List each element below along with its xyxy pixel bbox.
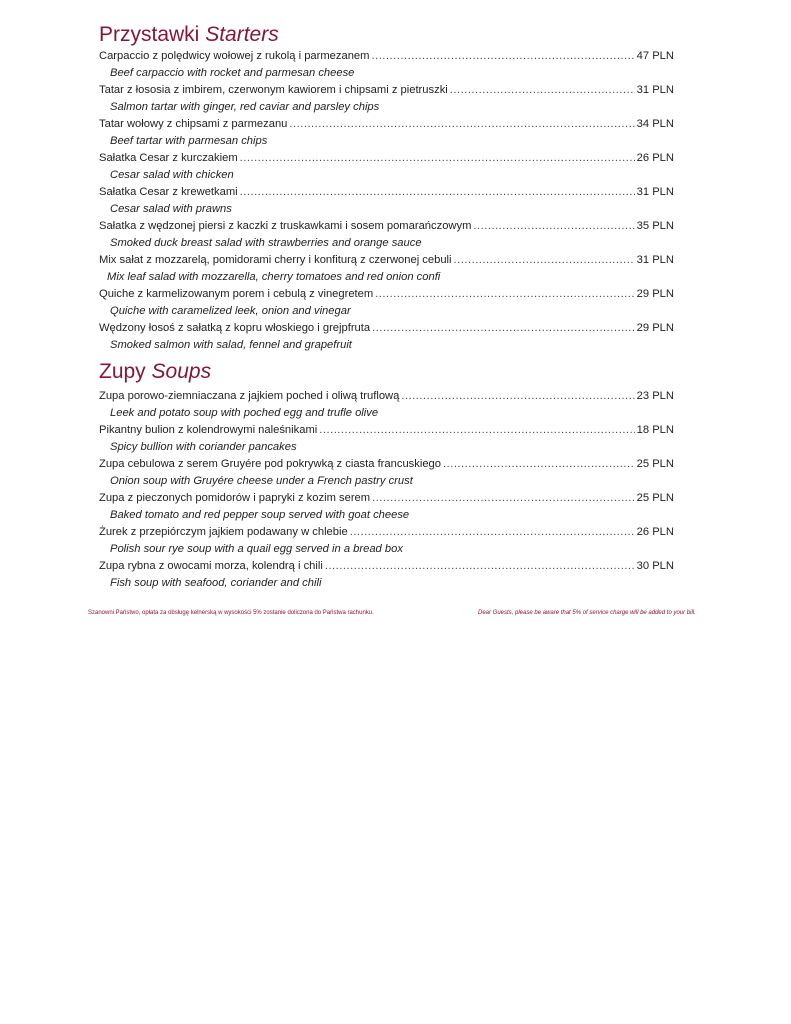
dish-name-en: Spicy bullion with coriander pancakes: [110, 441, 297, 453]
menu-item-row: [99, 558, 674, 575]
menu-item-row: [99, 218, 674, 235]
dish-name-pl: Zupa cebulowa z serem Gruyére pod pokrywką z ciasta francuskiego: [99, 458, 441, 470]
soups-list: [99, 388, 674, 592]
dish-name-en: Cesar salad with chicken: [110, 169, 234, 181]
menu-item-row: [99, 150, 674, 167]
dish-name-en: Beef tartar with parmesan chips: [110, 135, 268, 147]
dot-leader: [319, 422, 634, 439]
menu-item: [99, 150, 674, 184]
menu-item: [99, 490, 674, 524]
dish-name-en: Smoked duck breast salad with strawberries and orange sauce: [110, 237, 422, 249]
menu-item-row: [99, 48, 674, 65]
menu-item-row: [99, 252, 674, 269]
menu-item-row: [99, 116, 674, 133]
dot-leader: [443, 456, 635, 473]
dot-leader: [401, 388, 634, 405]
soups-title-en: Soups: [151, 360, 212, 383]
dish-name-en: Beef carpaccio with rocket and parmesan cheese: [110, 67, 355, 79]
dot-leader: [450, 82, 635, 99]
dish-price: 25 PLN: [636, 458, 674, 470]
dish-name-en: Polish sour rye soup with a quail egg served in a bread box: [110, 543, 403, 555]
dot-leader: [372, 490, 635, 507]
menu-item: [99, 456, 674, 490]
menu-item: [99, 388, 674, 422]
dish-price: 23 PLN: [636, 390, 674, 402]
menu-item-row: [99, 184, 674, 201]
dish-name-en: Smoked salmon with salad, fennel and grapefruit: [110, 339, 352, 351]
dish-price: 31 PLN: [636, 84, 674, 96]
service-charge-note-pl: Szanowni Państwo, opłata za obsługę kelnerską w wysokości 5% zostanie doliczona do Państwa rachunku.: [88, 610, 374, 616]
menu-item: [99, 218, 674, 252]
dish-name-pl: Wędzony łosoś z sałatką z kopru włoskiego i grejpfruta: [99, 322, 371, 334]
dish-name-pl: Sałatka z wędzonej piersi z kaczki z truskawkami i sosem pomarańczowym: [99, 220, 472, 232]
dish-price: 25 PLN: [636, 492, 674, 504]
dish-price: 30 PLN: [636, 560, 674, 572]
dot-leader: [325, 558, 635, 575]
dish-price: 26 PLN: [636, 526, 674, 538]
dish-price: 34 PLN: [636, 118, 674, 130]
dish-name-en: Onion soup with Gruyére cheese under a French pastry crust: [110, 475, 413, 487]
dish-price: 35 PLN: [636, 220, 674, 232]
menu-item: [99, 82, 674, 116]
dot-leader: [289, 116, 634, 133]
menu-item: [99, 116, 674, 150]
dish-price: 26 PLN: [636, 152, 674, 164]
menu-item-row: [99, 524, 674, 541]
dish-name-pl: Quiche z karmelizowanym porem i cebulą z vinegretem: [99, 288, 374, 300]
dot-leader: [372, 320, 635, 337]
dot-leader: [240, 150, 635, 167]
dish-name-pl: Tatar z łososia z imbirem, czerwonym kawiorem i chipsami z pietruszki: [99, 84, 448, 96]
menu-item-row: [99, 388, 674, 405]
dish-name-pl: Carpaccio z polędwicy wołowej z rukolą i parmezanem: [99, 50, 370, 62]
dish-name-pl: Zupa rybna z owocami morza, kolendrą i chili: [99, 560, 323, 572]
menu-item-row: [99, 490, 674, 507]
starters-list: [99, 48, 674, 354]
menu-item-row: [99, 286, 674, 303]
dish-name-pl: Sałatka Cesar z krewetkami: [99, 186, 238, 198]
dish-name-en: Mix leaf salad with mozzarella, cherry tomatoes and red onion confi: [107, 271, 441, 283]
dot-leader: [375, 286, 634, 303]
menu-item: [99, 48, 674, 82]
dot-leader: [240, 184, 635, 201]
dish-price: 29 PLN: [636, 288, 674, 300]
menu-item-row: [99, 422, 674, 439]
dish-name-en: Quiche with caramelized leek, onion and vinegar: [110, 305, 351, 317]
dot-leader: [454, 252, 635, 269]
dish-price: 29 PLN: [636, 322, 674, 334]
starters-heading: [99, 22, 674, 48]
menu-content: [99, 22, 674, 592]
dish-name-en: Cesar salad with prawns: [110, 203, 232, 215]
menu-item-row: [99, 456, 674, 473]
dish-name-en: Fish soup with seafood, coriander and chili: [110, 577, 322, 589]
service-charge-note-en: Dear Guests, please be aware that 5% of service charge will be added to your bill.: [478, 610, 696, 616]
menu-item: [99, 524, 674, 558]
dish-name-pl: Tatar wołowy z chipsami z parmezanu: [99, 118, 288, 130]
menu-item: [99, 252, 674, 286]
dish-price: 31 PLN: [636, 186, 674, 198]
dot-leader: [371, 48, 634, 65]
dish-name-pl: Sałatka Cesar z kurczakiem: [99, 152, 238, 164]
dish-name-pl: Zupa z pieczonych pomidorów i papryki z kozim serem: [99, 492, 371, 504]
dish-name-pl: Zupa porowo-ziemniaczana z jajkiem poched i oliwą truflową: [99, 390, 400, 402]
dot-leader: [350, 524, 635, 541]
dish-name-en: Baked tomato and red pepper soup served with goat cheese: [110, 509, 410, 521]
menu-item-row: [99, 320, 674, 337]
dish-name-pl: Żurek z przepiórczym jajkiem podawany w chlebie: [99, 526, 348, 538]
menu-item: [99, 320, 674, 354]
dish-name-en: Leek and potato soup with poched egg and trufle olive: [110, 407, 379, 419]
soups-heading: [99, 359, 674, 385]
starters-title-en: Starters: [205, 23, 279, 46]
dish-name-en: Salmon tartar with ginger, red caviar and parsley chips: [110, 101, 380, 113]
menu-item: [99, 558, 674, 592]
soups-title-pl: Zupy: [99, 360, 146, 383]
dish-price: 31 PLN: [636, 254, 674, 266]
dish-name-pl: Mix sałat z mozzarelą, pomidorami cherry i konfiturą z czerwonej cebuli: [99, 254, 452, 266]
dot-leader: [473, 218, 634, 235]
menu-item-row: [99, 82, 674, 99]
dish-price: 47 PLN: [636, 50, 674, 62]
dish-price: 18 PLN: [636, 424, 674, 436]
menu-item: [99, 286, 674, 320]
menu-item: [99, 184, 674, 218]
menu-item: [99, 422, 674, 456]
starters-title-pl: Przystawki: [99, 23, 200, 46]
dish-name-pl: Pikantny bulion z kolendrowymi naleśnikami: [99, 424, 318, 436]
